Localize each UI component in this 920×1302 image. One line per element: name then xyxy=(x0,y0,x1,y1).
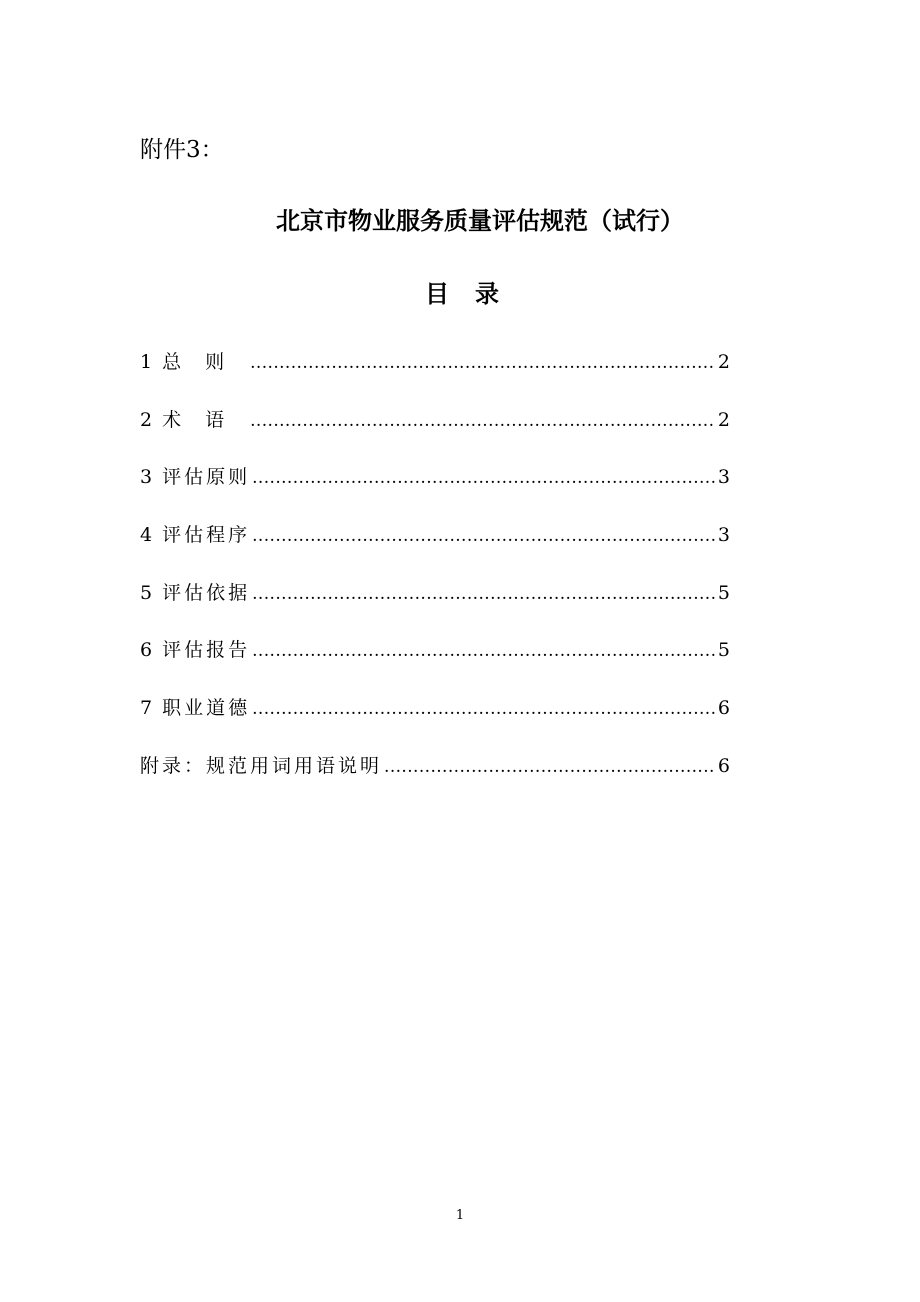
toc-entry-page: 2 xyxy=(717,408,730,431)
table-of-contents xyxy=(140,345,730,807)
toc-entry-procedure[interactable] xyxy=(140,518,730,576)
attachment-label: 附件3： xyxy=(140,137,224,163)
toc-entry-page: 3 xyxy=(717,524,730,547)
toc-entry-page: 5 xyxy=(717,639,730,662)
toc-dot-leader xyxy=(252,692,716,726)
toc-entry-page: 3 xyxy=(717,466,730,489)
toc-entry-title: 评估原则 xyxy=(162,466,251,489)
toc-entry-title: 评估报告 xyxy=(162,639,251,662)
page-number: 1 xyxy=(455,1208,465,1223)
toc-entry-report[interactable] xyxy=(140,633,730,691)
toc-entry-title: 附录：规范用词用语说明 xyxy=(140,754,383,777)
toc-entry-number: 1 xyxy=(140,351,153,373)
toc-entry-general-provisions[interactable] xyxy=(140,345,730,403)
toc-entry-number: 7 xyxy=(140,697,153,720)
toc-dot-leader xyxy=(384,750,716,784)
toc-entry-basis[interactable] xyxy=(140,576,730,634)
toc-entry-page: 2 xyxy=(717,351,730,373)
toc-entry-number: 5 xyxy=(140,581,153,604)
toc-entry-appendix[interactable] xyxy=(140,749,730,807)
document-title: 北京市物业服务质量评估规范（试行） xyxy=(276,207,684,235)
toc-entry-page: 6 xyxy=(717,754,730,777)
toc-entry-number: 4 xyxy=(140,524,153,547)
toc-entry-page: 6 xyxy=(717,697,730,720)
toc-entry-terms[interactable] xyxy=(140,403,730,461)
toc-entry-page: 5 xyxy=(717,581,730,604)
toc-dot-leader xyxy=(252,577,716,611)
toc-dot-leader xyxy=(252,461,716,495)
toc-entry-title: 总则 xyxy=(162,351,249,373)
toc-entry-principles[interactable] xyxy=(140,460,730,518)
toc-entry-title: 评估依据 xyxy=(162,581,251,604)
toc-entry-number: 6 xyxy=(140,639,153,662)
toc-entry-number: 2 xyxy=(140,408,153,431)
toc-entry-number: 3 xyxy=(140,466,153,489)
toc-dot-leader xyxy=(252,634,716,668)
toc-entry-title: 术语 xyxy=(162,408,249,431)
toc-entry-title: 评估程序 xyxy=(162,524,251,547)
toc-dot-leader xyxy=(252,519,716,553)
toc-dot-leader xyxy=(250,346,716,380)
toc-dot-leader xyxy=(250,404,716,438)
toc-entry-ethics[interactable] xyxy=(140,691,730,749)
toc-heading: 目录 xyxy=(425,280,525,308)
toc-entry-title: 职业道德 xyxy=(162,697,251,720)
